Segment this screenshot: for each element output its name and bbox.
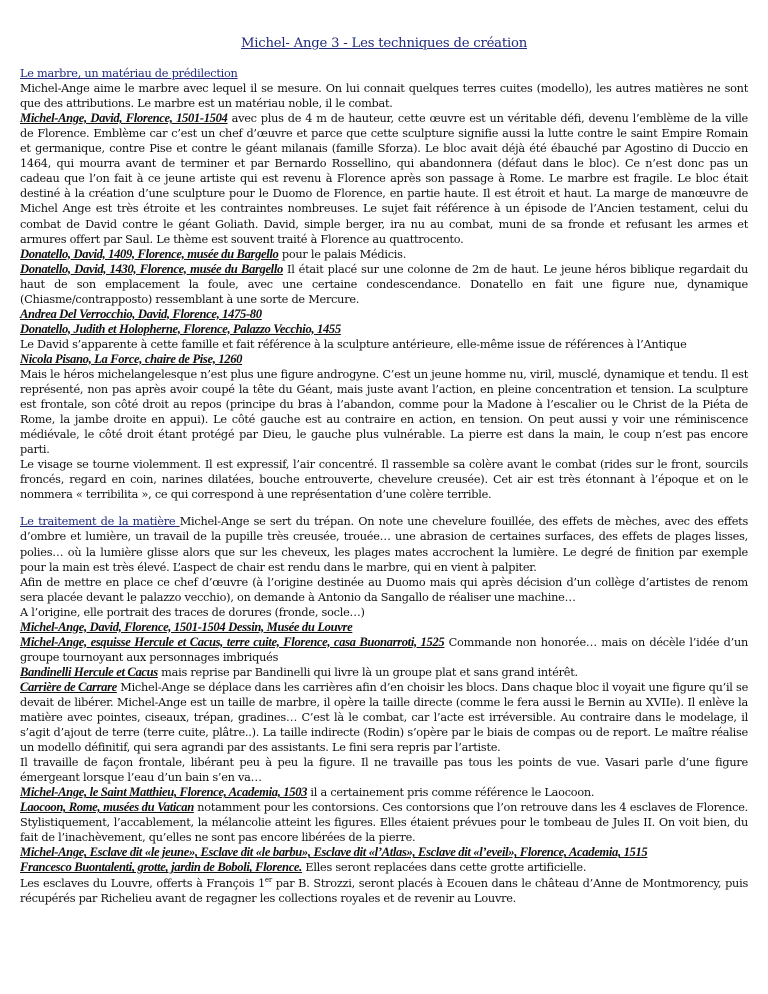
- paragraph: [20, 352, 748, 367]
- paragraph: [20, 635, 748, 665]
- paragraph-text: Michel-Ange se sert du trépan. On note une chevelure fouillée, des effets de mèches, avec des effets d’ombre et lumière, un travail de la pupille très creusée, trouée… une abrasion de certaines surfaces, des effets de plages lisses, polies… où la lumière glisse alors que sur les cheveux, les plages mates accrochent la lumière. Le degré de finition par exemple pour la main est très élevé. L’aspect de chair est rendu dans le marbre, qui en vient à palpiter.: [20, 515, 748, 574]
- artwork-reference: Michel-Ange, le Saint Matthieu, Florence, Academia, 1503: [20, 785, 308, 800]
- paragraph: [20, 307, 748, 322]
- paragraph: [20, 876, 748, 906]
- paragraph-text: notamment pour les contorsions. Ces contorsions que l’on retrouve dans les 4 esclaves de Florence. Stylistiquement, l’accablement, la mélancolie atteint les figures. Elles étaient prévues pour le tombeau de Jules II. On voit bien, du fait de l’inachèvement, qu’elles ne sont pas encore libérées de la pierre.: [20, 801, 748, 845]
- section-heading-matiere: Le traitement de la matière: [20, 515, 180, 529]
- paragraph: Le visage se tourne violemment. Il est expressif, l’air concentré. Il rassemble sa colère avant le combat (rides sur le front, sourcils froncés, regard en coin, narines dilatées, bouche entrouverte, chevelure creusée). Cet air est très étonnant à l’époque et on le nommera « terribilita », ce qui correspond à une représentation d’une colère terrible.: [20, 458, 748, 502]
- artwork-reference: Carrière de Carrare: [20, 679, 117, 694]
- paragraph: Michel-Ange aime le marbre avec lequel il se mesure. On lui connait quelques terres cuites (modello), les autres matières ne sont que des attributions. Le marbre est un matériau noble, il le combat.: [20, 82, 748, 111]
- paragraph-text: par B. Strozzi, seront placés à Ecouen dans le château d’Anne de Montmorency, puis récupérés par Richelieu avant de regagner les collections royales et de revenir au Louvre.: [20, 876, 748, 905]
- paragraph: [20, 247, 748, 262]
- artwork-reference: Donatello, Judith et Holopherne, Florence, Palazzo Vecchio, 1455: [20, 321, 341, 336]
- paragraph-text: mais reprise par Bandinelli qui livre là un groupe plat et sans grand intérêt.: [157, 665, 578, 679]
- paragraph-text: Michel-Ange se déplace dans les carrières afin d’en choisir les blocs. Dans chaque bloc il voyait une figure qu’il se devait de libérer. Michel-Ange est un taille de marbre, il opère la taille directe (comme le fera aussi le Bernin au XVIIe). Il enlève la matière avec pointes, ciseaux, trépan, gradines… C’est là le combat, car l’acte est irréversible. Au contraire dans le modelage, il s’agit d’ajout de terre (terre cuite, plâtre..). La taille indirecte (Rodin) s’opère par le biais de compas ou de report. Le maître réalise un modello définitif, qui sera agrandi par des assistants. Le fini sera repris par l’artiste.: [20, 680, 748, 755]
- paragraph-text: Elles seront replacées dans cette grotte artificielle.: [301, 861, 587, 875]
- paragraph: [20, 322, 748, 337]
- paragraph: [20, 262, 748, 307]
- paragraph: A l’origine, elle portrait des traces de dorures (fronde, socle…): [20, 605, 365, 619]
- artwork-reference: Donatello, David, 1409, Florence, musée du Bargello: [20, 246, 279, 261]
- artwork-reference: Michel-Ange, David, Florence, 1501-1504 Dessin, Musée du Louvre: [20, 619, 353, 634]
- superscript: er: [264, 875, 272, 884]
- artwork-reference: Nicola Pisano, La Force, chaire de Pise, 1260: [20, 351, 243, 366]
- paragraph: [20, 111, 748, 246]
- paragraph-text: Commande non honorée… mais on décèle l’idée d’un groupe tournoyant aux personnages imbriqués: [20, 635, 748, 664]
- section-heading-marbre: [20, 66, 748, 81]
- artwork-reference: Michel-Ange, esquisse Hercule et Cacus, terre cuite, Florence, casa Buonarroti, 1525: [20, 634, 445, 649]
- artwork-reference: Michel-Ange, David, Florence, 1501-1504: [20, 111, 228, 126]
- paragraph: [20, 620, 748, 635]
- paragraph-text: pour le palais Médicis.: [278, 247, 407, 261]
- paragraph-text: Les esclaves du Louvre, offerts à François 1: [20, 876, 265, 890]
- artwork-reference: Laocoon, Rome, musées du Vatican: [20, 800, 194, 815]
- paragraph: [20, 845, 748, 860]
- page-title: Michel- Ange 3 - Les techniques de création: [240, 36, 527, 51]
- paragraph: Le David s’apparente à cette famille et fait référence à la sculpture antérieure, elle-même issue de références à l’Antique: [20, 337, 687, 351]
- paragraph: [20, 785, 748, 800]
- paragraph: [20, 680, 748, 755]
- artwork-reference: Michel-Ange, Esclave dit «le jeune», Esclave dit «le barbu», Esclave dit «l’Atlas», Esclave dit «l’eveil», Florence, Academia, 1515: [20, 845, 648, 860]
- section-heading-marbre-text: Le marbre, un matériau de prédilection: [20, 67, 238, 81]
- artwork-reference: Francesco Buontalenti, grotte, jardin de Boboli, Florence.: [20, 860, 302, 875]
- paragraph-text: Il était placé sur une colonne de 2m de haut. Le jeune héros biblique regardait du haut de son emplacement la foule, avec une certaine condescendance. Donatello en fait une figure nue, dynamique (Chiasme/contrapposto) ressemblant à une sorte de Mercure.: [20, 262, 748, 306]
- paragraph: [20, 800, 748, 845]
- paragraph: Mais le héros michelangelesque n’est plus une figure androgyne. C’est un jeune homme nu, viril, musclé, dynamique et tendu. Il est représenté, non pas après avoir coupé la tête du Géant, mais juste avant l’action, en pleine concentration et tension. La sculpture est frontale, son côté droit au repos (principe du bras à l’abandon, comme pour la Madone à l’escalier ou le Christ de la Piéta de Rome, la jambe droite en appui). Le côté gauche est au contraire en action, en tension. On peut aussi y voir une réminiscence médiévale, le côté droit étant protégé par Dieu, le gauche plus vulnérable. La pierre est dans la main, le coup n’est pas encore parti.: [20, 367, 748, 457]
- artwork-reference: Andrea Del Verrocchio, David, Florence, 1475-80: [20, 306, 262, 321]
- paragraph-text: il a certainement pris comme référence le Laocoon.: [307, 786, 595, 800]
- paragraph: Il travaille de façon frontale, libérant peu à peu la figure. Il ne travaille pas tous les points de vue. Vasari parle d’une figure émergeant lorsque l’eau d’un bain s’en va…: [20, 756, 748, 785]
- paragraph: Afin de mettre en place ce chef d’œuvre (à l’origine destinée au Duomo mais qui après décision d’un collège d’artistes de renom sera placée devant le palazzo vecchio), on demande à Antonio da Sangallo de réaliser une machine…: [20, 575, 748, 604]
- artwork-reference: Bandinelli Hercule et Cacus: [20, 664, 158, 679]
- paragraph: [20, 514, 748, 574]
- artwork-reference: Donatello, David, 1430, Florence, musée du Bargello: [20, 261, 283, 276]
- section-gap: [20, 502, 748, 514]
- paragraph: [20, 860, 748, 875]
- paragraph: [20, 665, 748, 680]
- paragraph-text: avec plus de 4 m de hauteur, cette œuvre est un véritable défi, devenu l’emblème de la ville de Florence. Emblème car c’est un chef d’œuvre et parce que cette sculpture signifie aussi la lutte contre le saint Empire Romain et germanique, contre Pise et contre le géant milanais (famille Sforza). Le bloc avait déjà été ébauché par Agostino di Duccio en 1464, qui mourra avant de terminer et par Bernardo Rossellino, qui abandonnera (défaut dans le bloc). Ce n’est donc pas un cadeau que l’on fait à ce jeune artiste qui est revenu à Florence après son passage à Rome. Le marbre est fragile. Le bloc était destiné à la création d’une sculpture pour le Duomo de Florence, en partie haute. Il est étroit et haut. La marge de manœuvre de Michel Ange est très étroite et les contraintes nombreuses. Le sujet fait référence à un épisode de l’Ancien testament, celui du combat de David contre le géant Goliath. David, simple berger, ira nu au combat, muni de sa fronde et refusant les armes et armures offert par Saul. Le thème est souvent traité à Florence au quattrocento.: [20, 112, 748, 246]
